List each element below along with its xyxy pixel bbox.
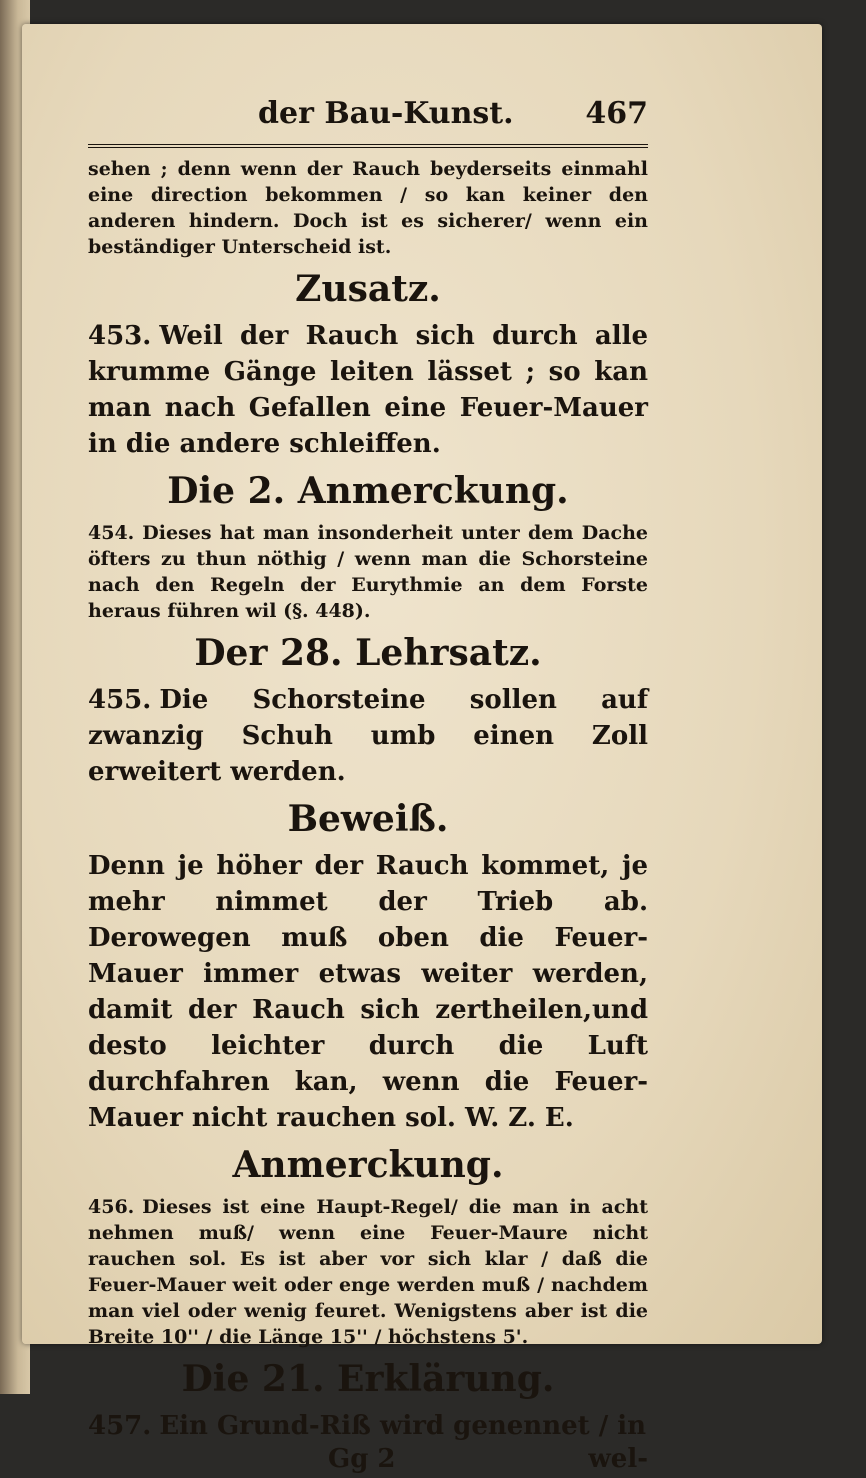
- paragraph-453: [88, 318, 648, 462]
- paragraph-454: [88, 520, 648, 624]
- paragraph-number: 456.: [88, 1196, 135, 1218]
- signature-mark: Gg 2: [328, 1444, 396, 1474]
- section-heading: Die 2. Anmerckung.: [167, 470, 569, 512]
- paragraph-456: [88, 1194, 648, 1350]
- section-heading: Die 21. Erklärung.: [181, 1358, 555, 1400]
- paragraph-457: [88, 1408, 648, 1444]
- paragraph-number: 455.: [88, 685, 152, 715]
- paragraph-text: Dieses hat man insonderheit unter dem Dache öfters zu thun nöthig / wenn man die Schorsteine nach den Regeln der Eurythmie an dem Forste heraus führen wil (§. 448).: [88, 522, 648, 622]
- page-footer: [88, 1444, 648, 1478]
- paragraph-text: Weil der Rauch sich durch alle krumme Gänge leiten lässet ; so kan man nach Gefallen eine Feuer-Mauer in die andere schleiffen.: [88, 321, 648, 459]
- paragraph-text: Ein Grund-Riß wird genennet / in: [159, 1411, 647, 1441]
- section-heading: Anmerckung.: [232, 1144, 504, 1186]
- paragraph-proof: [88, 848, 648, 1136]
- page-content: [88, 96, 648, 1478]
- paragraph-455: [88, 682, 648, 790]
- book-page: [22, 24, 822, 1474]
- section-heading: Zusatz.: [295, 268, 441, 310]
- catchword: wel-: [588, 1444, 648, 1474]
- running-head: der Bau-Kunst.: [258, 96, 514, 131]
- paragraph-number: 457.: [88, 1411, 152, 1441]
- page-number: 467: [585, 96, 648, 131]
- paragraph-number: 454.: [88, 522, 135, 544]
- page-header: [88, 96, 648, 148]
- paragraph-number: 453.: [88, 321, 152, 351]
- section-heading: Der 28. Lehrsatz.: [194, 632, 542, 674]
- paragraph-text: Dieses ist eine Haupt-Regel/ die man in acht nehmen muß/ wenn eine Feuer-Maure nicht rauchen sol. Es ist aber vor sich klar / daß die Feuer-Mauer weit oder enge werden muß / nachdem man viel oder wenig feuret. Wenigstens aber ist die Breite 10'' / die Länge 15'' / höchstens 5'.: [88, 1196, 648, 1348]
- paragraph-text: Die Schorsteine sollen auf zwanzig Schuh umb einen Zoll erweitert werden.: [88, 685, 648, 787]
- paragraph-continuation: [88, 156, 648, 260]
- section-heading: Beweiß.: [287, 798, 449, 840]
- paragraph-text: Denn je höher der Rauch kommet, je mehr nimmet der Trieb ab. Derowegen muß oben die Feuer-Mauer immer etwas weiter werden, damit der Rauch sich zertheilen,und desto leichter durch die Luft durchfahren kan, wenn die Feuer-Mauer nicht rauchen sol. W. Z. E.: [88, 851, 648, 1133]
- paragraph-text: sehen ; denn wenn der Rauch beyderseits einmahl eine direction bekommen / so kan keiner den anderen hindern. Doch ist es sicherer/ wenn ein beständiger Unterscheid ist.: [88, 158, 648, 258]
